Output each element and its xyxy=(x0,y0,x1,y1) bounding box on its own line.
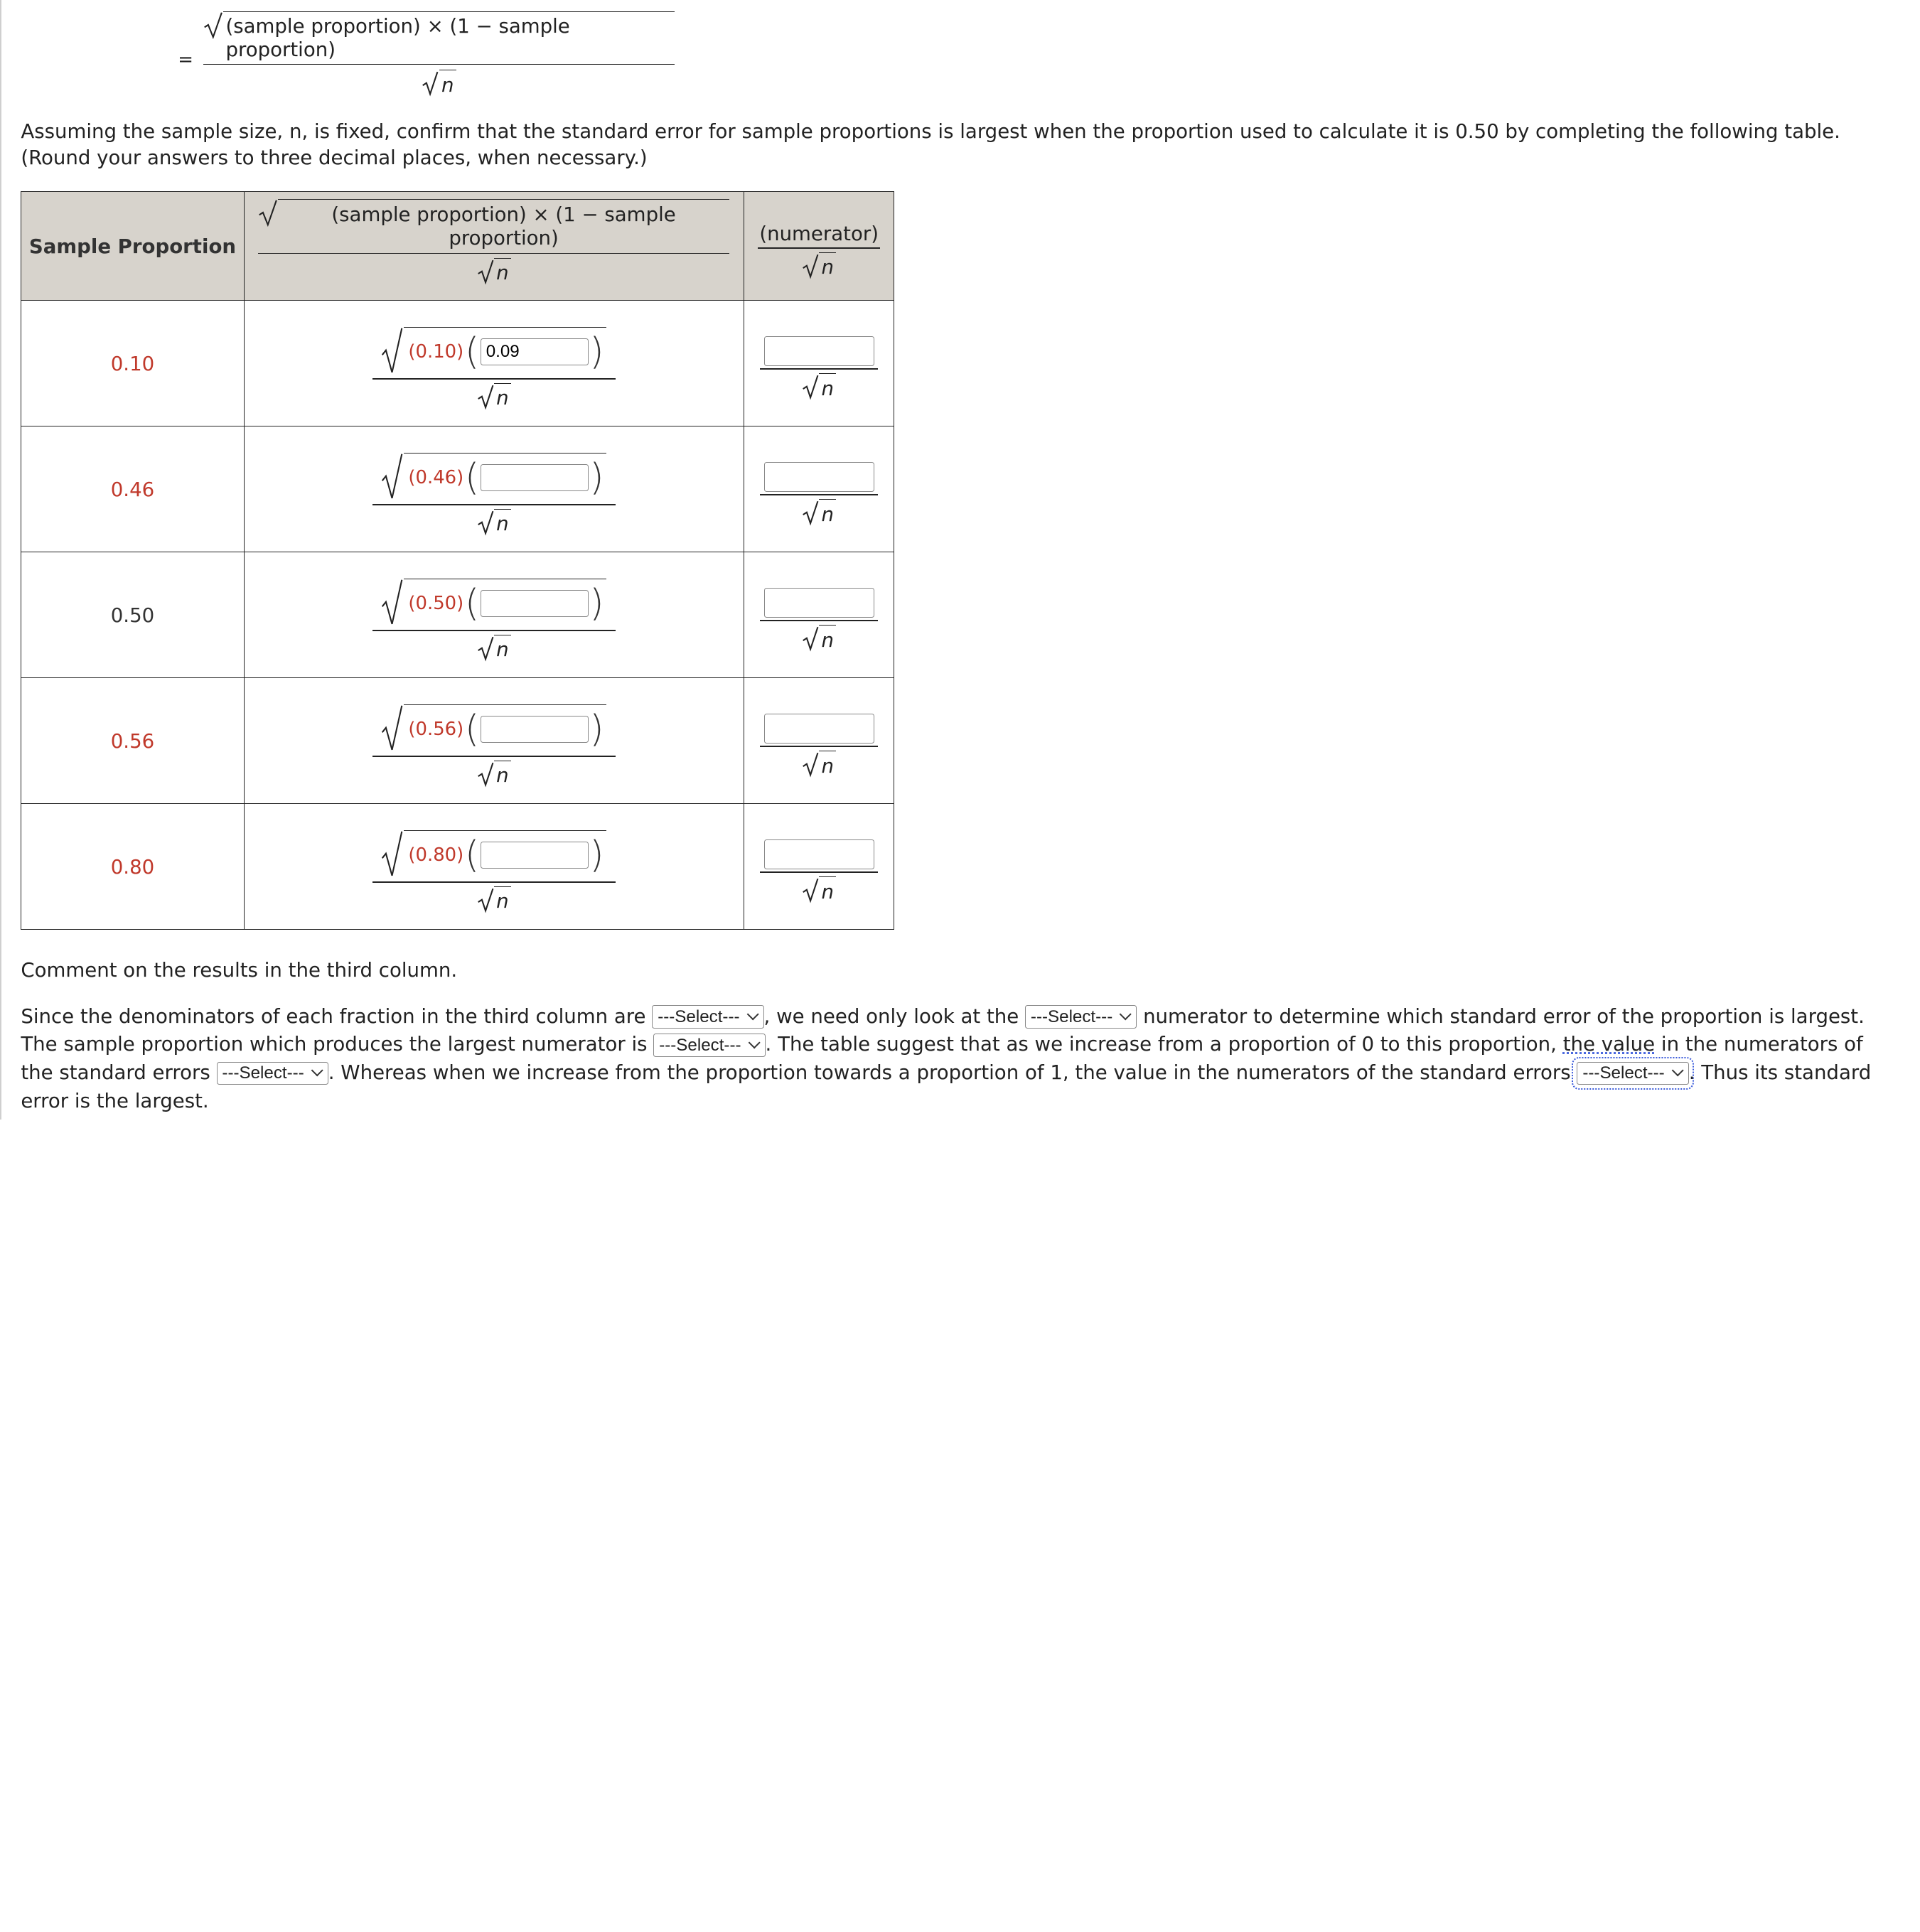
numerator-input[interactable] xyxy=(764,714,874,743)
header-col3-denominator: n xyxy=(819,252,836,279)
open-paren: ( xyxy=(464,581,480,625)
sqrt-n-label: n xyxy=(494,383,511,409)
sample-proportion-cell xyxy=(21,552,244,678)
formula-numerator-text: (sample proportion) × (1 − sample proportion) xyxy=(223,11,675,61)
table-row xyxy=(21,678,894,804)
sqrt-icon xyxy=(381,704,403,751)
sqrt-icon xyxy=(802,876,819,903)
proportion-factor: (0.10) xyxy=(408,341,464,363)
sqrt-n-label: n xyxy=(819,751,836,777)
select-denominators-value: ---Select--- xyxy=(658,1007,740,1026)
sqrt-n-label: n xyxy=(494,509,511,535)
proportion-factor: (0.50) xyxy=(408,593,464,615)
table-header-row xyxy=(21,192,894,301)
fraction-bar xyxy=(372,630,616,631)
sqrt-icon xyxy=(477,258,494,284)
open-paren: ( xyxy=(464,456,480,499)
numerator-input[interactable] xyxy=(764,839,874,869)
sqrt-icon xyxy=(802,751,819,777)
fraction-bar xyxy=(203,64,675,65)
fraction-bar xyxy=(760,494,878,495)
sqrt-n-label: n xyxy=(819,625,836,651)
select-numerator-value: ---Select--- xyxy=(1030,1007,1113,1026)
sample-proportion-cell xyxy=(21,426,244,552)
sqrt-icon xyxy=(477,509,494,535)
sqrt-icon xyxy=(477,635,494,661)
one-minus-proportion-input[interactable] xyxy=(481,338,589,365)
select-largest-proportion-value: ---Select--- xyxy=(659,1035,741,1055)
sqrt-icon xyxy=(381,327,403,374)
instructions-text: Assuming the sample size, n, is fixed, confirm that the standard error for sample proportions is largest when the proportion used to calculate it is 0.50 by completing the following table. (Round your answers to three decimal places, when necessary.) xyxy=(21,119,1840,169)
sample-proportion-value: 0.56 xyxy=(110,729,155,753)
para-text-2: , we need only look at the xyxy=(763,1004,1019,1028)
proportion-factor: (0.80) xyxy=(408,844,464,866)
sqrt-icon xyxy=(381,453,403,500)
header-numerator-over-sqrt-n xyxy=(744,192,894,301)
sample-proportion-cell xyxy=(21,678,244,804)
para-text-4b: the value xyxy=(1562,1032,1656,1056)
fraction-bar xyxy=(372,378,616,380)
table-row xyxy=(21,804,894,930)
sqrt-n-label: n xyxy=(494,761,511,787)
select-increasing-trend-value: ---Select--- xyxy=(222,1063,304,1083)
select-decreasing-trend[interactable] xyxy=(1577,1062,1688,1085)
para-text-6: . Thus its standard error is the largest. xyxy=(21,1061,1872,1112)
numerator-input[interactable] xyxy=(764,588,874,617)
sqrt-numerator xyxy=(203,11,675,61)
sample-proportion-value: 0.46 xyxy=(110,477,155,501)
formula-cell xyxy=(244,552,744,678)
fraction-bar xyxy=(372,881,616,883)
select-largest-proportion[interactable] xyxy=(653,1034,765,1057)
para-text-5: . Whereas when we increase from the proportion towards a proportion of 1, the value in the numerators of the standard errors xyxy=(328,1061,1571,1085)
chevron-down-icon xyxy=(746,1009,758,1021)
sqrt-icon xyxy=(258,199,278,226)
formula-cell xyxy=(244,426,744,552)
sqrt-icon xyxy=(422,70,439,96)
header-standard-error-formula xyxy=(244,192,744,301)
numerator-cell xyxy=(744,426,894,552)
fraction-bar xyxy=(760,620,878,621)
sqrt-icon xyxy=(477,761,494,787)
proportion-factor: (0.56) xyxy=(408,719,464,741)
formula-cell xyxy=(244,804,744,930)
formula-cell xyxy=(244,301,744,426)
para-text-4c: in the numerators of the standard errors xyxy=(21,1032,1863,1085)
close-paren: ) xyxy=(589,581,604,625)
close-paren: ) xyxy=(589,833,604,876)
sqrt-icon xyxy=(802,499,819,525)
chevron-down-icon xyxy=(748,1036,760,1048)
sample-proportion-value: 0.10 xyxy=(110,351,155,375)
fraction-bar xyxy=(760,368,878,370)
close-paren: ) xyxy=(589,707,604,751)
para-text-1: Since the denominators of each fraction in the third column are xyxy=(21,1004,646,1028)
sqrt-n-label: n xyxy=(494,635,511,661)
sqrt-n-label: n xyxy=(819,876,836,903)
open-paren: ( xyxy=(464,707,480,751)
formula-denominator-text: n xyxy=(439,70,456,96)
header-formula-denominator: n xyxy=(494,258,511,284)
close-paren: ) xyxy=(589,456,604,499)
sample-proportion-cell xyxy=(21,804,244,930)
select-decreasing-trend-value: ---Select--- xyxy=(1582,1063,1665,1083)
sample-proportion-value: 0.50 xyxy=(110,603,155,627)
formula-cell xyxy=(244,678,744,804)
para-text-4: . The table suggest that as we increase from a proportion of 0 to this proportion, xyxy=(765,1032,1557,1056)
sqrt-icon xyxy=(477,886,494,913)
chevron-down-icon xyxy=(1120,1009,1132,1021)
standard-error-formula xyxy=(203,14,675,97)
fraction-bar xyxy=(760,871,878,873)
numerator-cell xyxy=(744,301,894,426)
fraction-bar xyxy=(760,746,878,747)
header-numerator-label: (numerator) xyxy=(759,221,879,245)
sqrt-n xyxy=(422,70,456,96)
sample-proportion-cell xyxy=(21,301,244,426)
sqrt-n-label: n xyxy=(494,886,511,913)
table-row xyxy=(21,426,894,552)
numerator-cell xyxy=(744,804,894,930)
standard-error-table xyxy=(21,191,894,930)
one-minus-proportion-input[interactable] xyxy=(481,464,589,491)
one-minus-proportion-input[interactable] xyxy=(481,842,589,869)
sqrt-icon xyxy=(477,383,494,409)
sqrt-icon xyxy=(203,11,223,38)
proportion-factor: (0.46) xyxy=(408,467,464,489)
sqrt-icon xyxy=(802,373,819,399)
fraction-bar xyxy=(372,756,616,757)
sqrt-icon xyxy=(802,625,819,651)
open-paren: ( xyxy=(464,330,480,373)
sqrt-n-label: n xyxy=(819,499,836,525)
header-sample-proportion-label: Sample Proportion xyxy=(28,234,237,258)
open-paren: ( xyxy=(464,833,480,876)
fraction-bar xyxy=(372,504,616,505)
sqrt-icon xyxy=(381,579,403,626)
left-border xyxy=(0,0,1,1120)
numerator-cell xyxy=(744,552,894,678)
comment-paragraph xyxy=(21,1002,1897,1115)
one-minus-proportion-input[interactable] xyxy=(481,716,589,743)
numerator-input[interactable] xyxy=(764,336,874,365)
close-paren: ) xyxy=(589,330,604,373)
select-numerator[interactable] xyxy=(1025,1005,1137,1029)
sample-proportion-value: 0.80 xyxy=(110,854,155,879)
one-minus-proportion-input[interactable] xyxy=(481,590,589,617)
table-row xyxy=(21,301,894,426)
equals-sign: = xyxy=(178,49,193,71)
sqrt-n-label: n xyxy=(819,373,836,399)
table-row xyxy=(21,552,894,678)
para-text-3: numerator to determine which standard error of the proportion is largest. The sample proportion which produces the largest numerator is xyxy=(21,1004,1865,1056)
sqrt-icon xyxy=(802,252,819,279)
chevron-down-icon xyxy=(311,1065,323,1077)
numerator-input[interactable] xyxy=(764,462,874,491)
numerator-cell xyxy=(744,678,894,804)
sqrt-icon xyxy=(381,830,403,877)
chevron-down-icon xyxy=(1671,1065,1683,1077)
header-formula-numerator: (sample proportion) × (1 − sample proportion) xyxy=(278,199,729,249)
comment-label: Comment on the results in the third column. xyxy=(21,957,458,982)
select-increasing-trend[interactable] xyxy=(217,1062,328,1085)
select-denominators[interactable] xyxy=(652,1005,763,1029)
header-sample-proportion xyxy=(21,192,244,301)
